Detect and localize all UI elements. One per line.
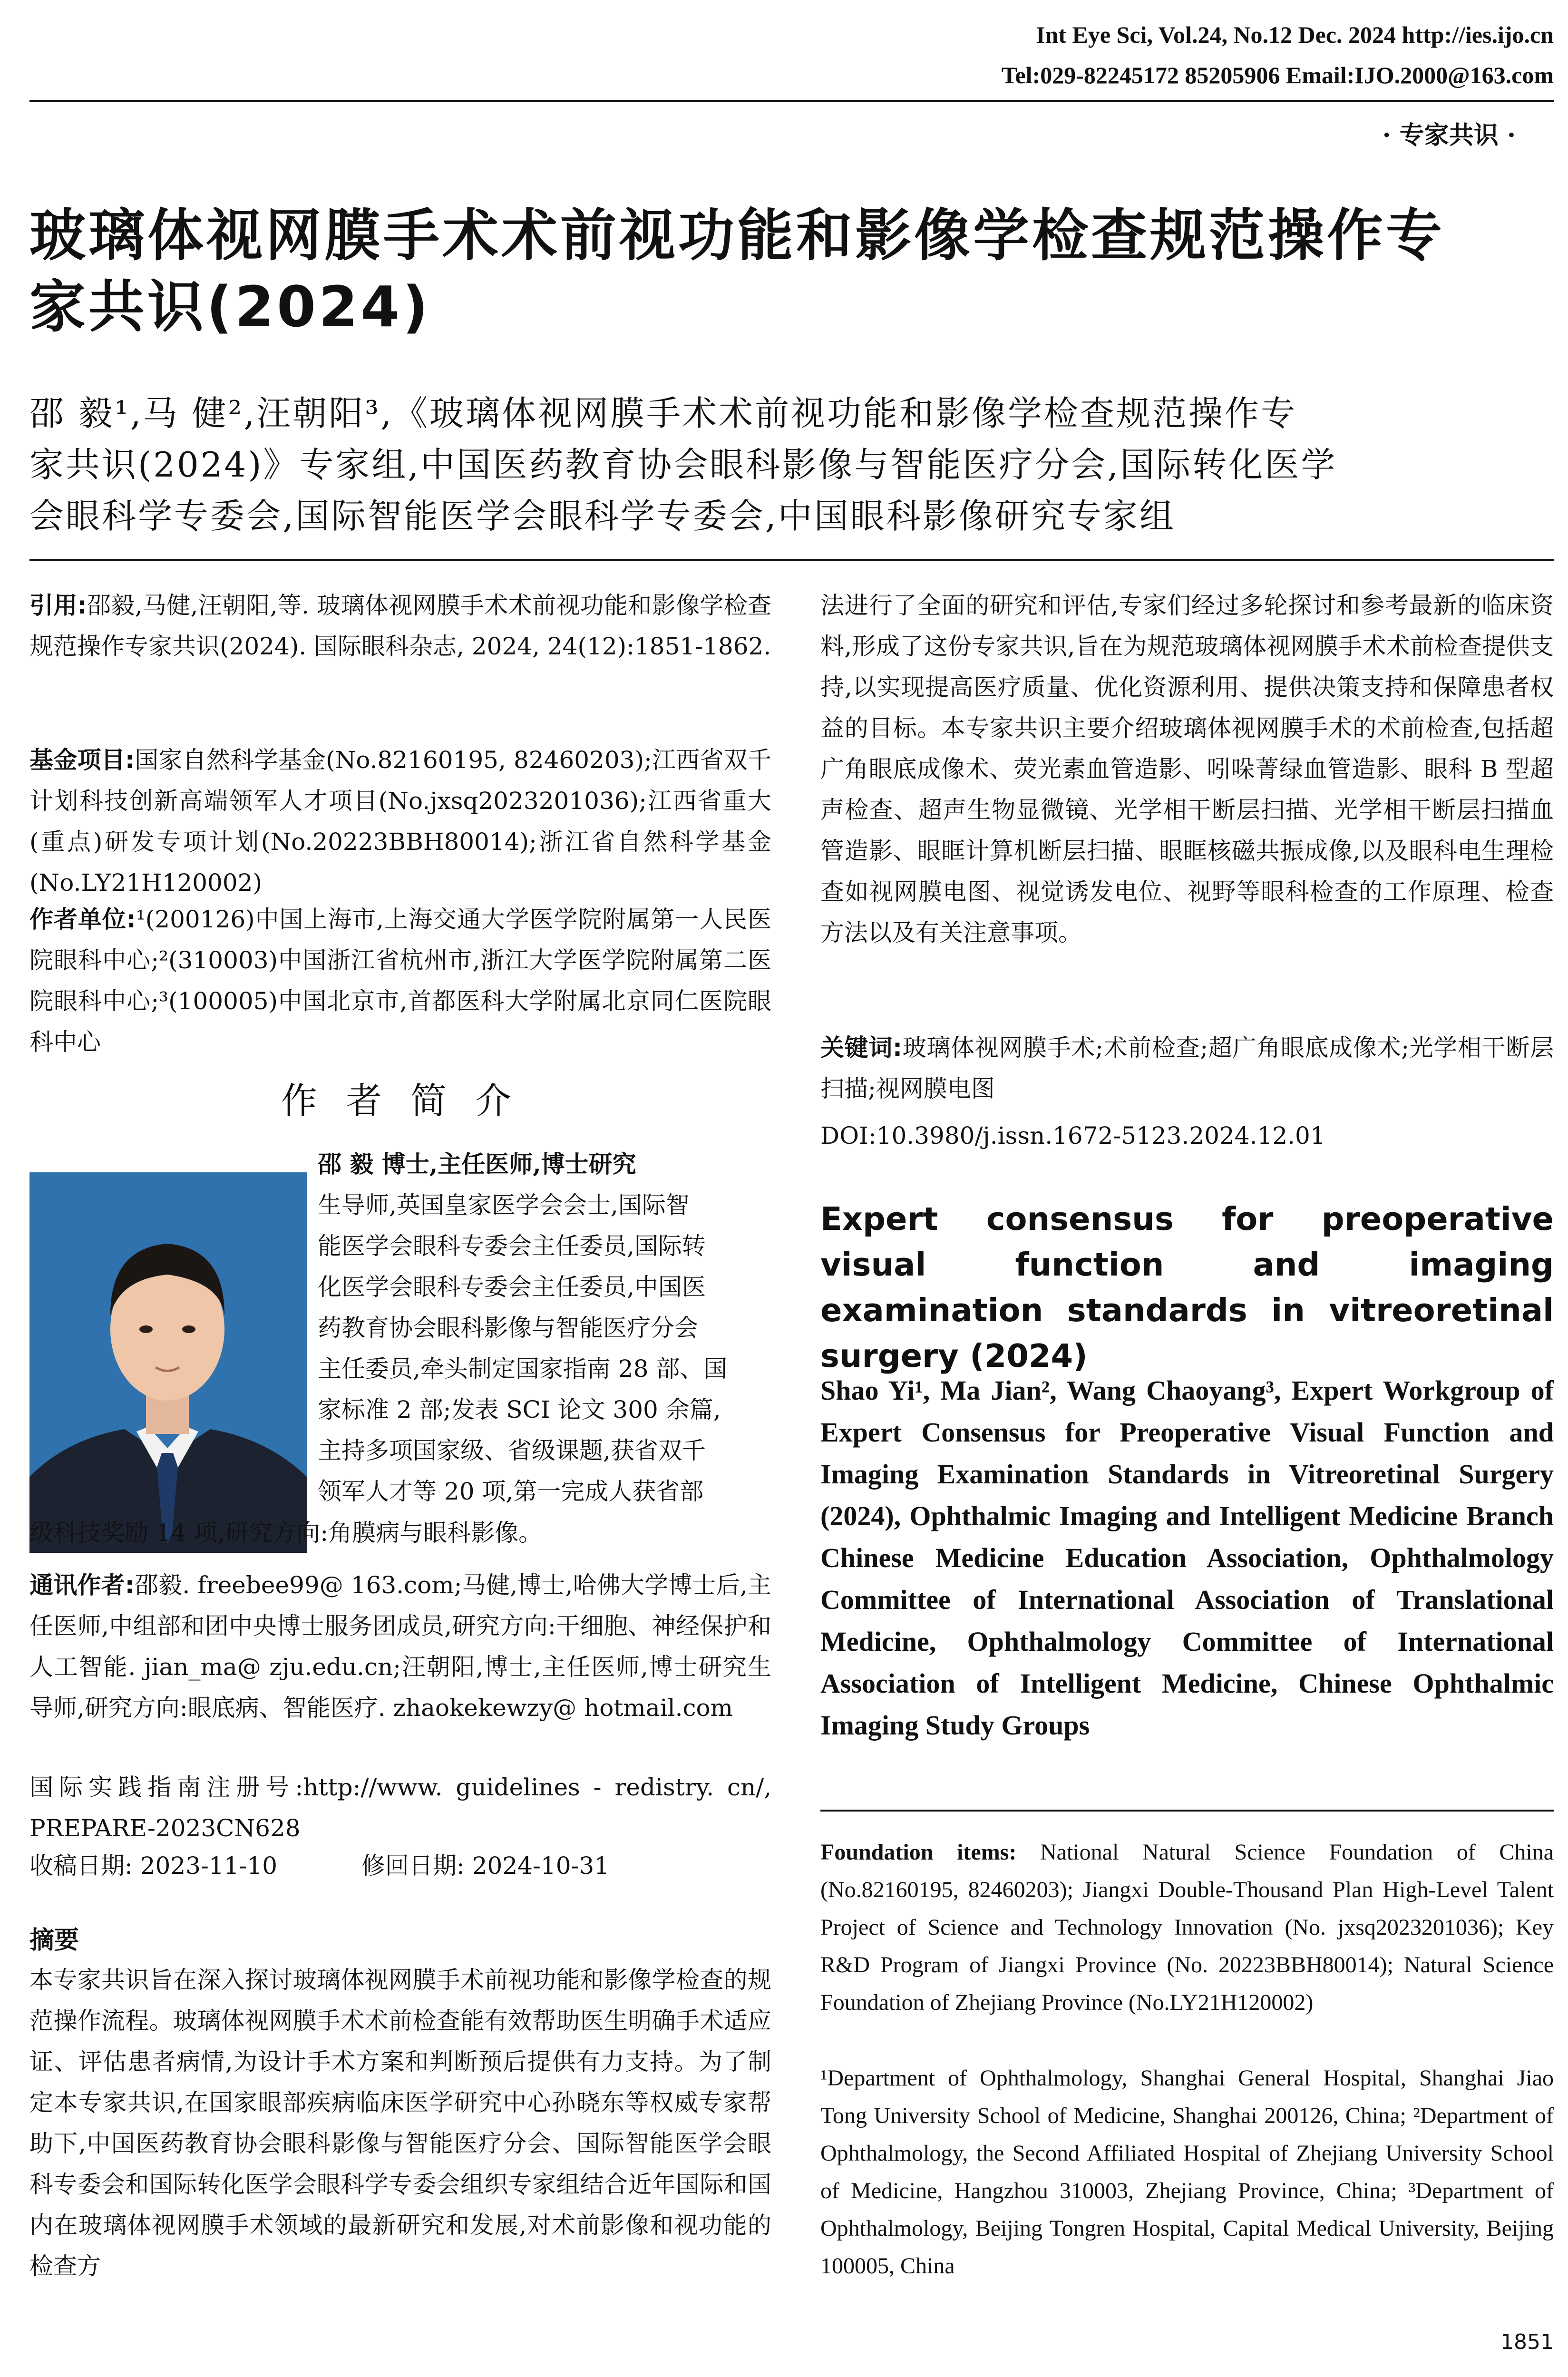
citation-text: 邵毅,马健,汪朝阳,等. 玻璃体视网膜手术术前视功能和影像学检查规范操作专家共识(2024). 国际眼科杂志, 2024, 24(12):1851-1862.: [29, 592, 772, 660]
page-number: 1851: [1500, 2330, 1554, 2354]
funding-text: 国家自然科学基金(No.82160195, 82460203);江西省双千计划科技创新高端领军人才项目(No.jxsq2023201036);江西省重大(重点)研发专项计划(No.20223BBH80014);浙江省自然科学基金(No.LY21H120002): [29, 746, 772, 896]
author-list: [29, 388, 1554, 542]
english-authors: Shao Yi¹, Ma Jian², Wang Chaoyang³, Expert Workgroup of Expert Consensus for Preoperative Visual Function and Imaging Examination Standards in Vitreoretinal Surgery (2024), Ophthalmic Imaging and Intelligent Medicine Branch Chinese Medicine Education Association, Ophthalmology Committee of International Association of Translational Medicine, Ophthalmology Committee of International Association of Intelligent Medicine, Chinese Ophthalmic Imaging Study Groups: [820, 1375, 1554, 1741]
bio-text: [318, 1144, 772, 1512]
bio-line: 化医学会眼科专委会主任委员,中国医: [318, 1273, 706, 1301]
bio-heading: 作 者 简 介: [281, 1080, 520, 1122]
registry-text: 国际实践指南注册号:http://www. guidelines - redistry. cn/, PREPARE-2023CN628: [29, 1773, 771, 1842]
keywords-block: [820, 1027, 1554, 1109]
keywords-label: 关键词:: [820, 1034, 903, 1062]
affiliation-label: 作者单位:: [29, 906, 136, 933]
journal-header-line1: Int Eye Sci, Vol.24, No.12 Dec. 2024 http://ies.ijo.cn: [1036, 21, 1554, 48]
bio-line: 邵 毅 博士,主任医师,博士研究: [318, 1150, 636, 1178]
english-title: Expert consensus for preoperative visual function and imaging examination standards in vitreoretinal surgery (2024): [820, 1200, 1554, 1374]
english-funding-label: Foundation items:: [820, 1840, 1017, 1865]
doi: DOI:10.3980/j.issn.1672-5123.2024.12.01: [820, 1122, 1325, 1150]
author-line2: 家共识(2024)》专家组,中国医药教育协会眼科影像与智能医疗分会,国际转化医学: [29, 445, 1337, 485]
keywords-text: 玻璃体视网膜手术;术前检查;超广角眼底成像术;光学相干断层扫描;视网膜电图: [820, 1034, 1554, 1102]
bio-line: 领军人才等 20 项,第一完成人获省部: [318, 1478, 704, 1505]
article-title-line2: 家共识(2024): [29, 274, 431, 340]
abstract-text: 本专家共识旨在深入探讨玻璃体视网膜手术前视功能和影像学检查的规范操作流程。玻璃体视网膜手术术前检查能有效帮助医生明确手术适应证、评估患者病情,为设计手术方案和判断预后提供有力支持。为了制定本专家共识,在国家眼部疾病临床医学研究中心孙晓东等权威专家帮助下,中国医药教育协会眼科影像与智能医疗分会、国际智能医学会眼科专委会和国际转化医学会眼科学专委会组织专家组结合近年国际和国内在玻璃体视网膜手术领域的最新研究和发展,对术前影像和视功能的检查方: [29, 1966, 771, 2280]
english-funding: [820, 1833, 1554, 2021]
english-affiliations: ¹Department of Ophthalmology, Shanghai General Hospital, Shanghai Jiao Tong University School of Medicine, Shanghai 200126, China; ²Department of Ophthalmology, the Second Affiliated Hospital of Zhejiang University School of Medicine, Hangzhou 310003, Zhejiang Province, China; ³Department of Ophthalmology, Beijing Tongren Hospital, Capital Medical University, Beijing 100005, China: [820, 2065, 1554, 2279]
abstract-continued: 法进行了全面的研究和评估,专家们经过多轮探讨和参考最新的临床资料,形成了这份专家共识,旨在为规范玻璃体视网膜手术术前检查提供支持,以实现提高医疗质量、优化资源利用、提供决策支持和保障患者权益的目标。本专家共识主要介绍玻璃体视网膜手术的术前检查,包括超广角眼底成像术、荧光素血管造影、吲哚菁绿血管造影、眼科 B 型超声检查、超声生物显微镜、光学相干断层扫描、光学相干断层扫描血管造影、眼眶计算机断层扫描、眼眶核磁共振成像,以及眼科电生理检查如视网膜电图、视觉诱发电位、视野等眼科检查的工作原理、检查方法以及有关注意事项。: [820, 592, 1554, 946]
authors-rule: [29, 559, 1554, 561]
author-line1: 邵 毅¹,马 健²,汪朝阳³,《玻璃体视网膜手术术前视功能和影像学检查规范操作专: [29, 393, 1297, 433]
citation-label: 引用:: [29, 592, 87, 619]
author-line3: 会眼科学专委会,国际智能医学会眼科学专委会,中国眼科影像研究专家组: [29, 496, 1176, 536]
header-rule: [29, 100, 1554, 102]
affiliation-block: [29, 899, 771, 1062]
bio-line: 家标准 2 部;发表 SCI 论文 300 余篇,: [318, 1396, 721, 1423]
author-photo: [29, 1172, 307, 1553]
funding-label: 基金项目:: [29, 746, 135, 774]
revised-date: 修回日期: 2024-10-31: [361, 1852, 610, 1880]
funding-block: [29, 740, 771, 903]
section-label: · 专家共识 ·: [1382, 121, 1516, 150]
bio-line: 主任委员,牵头制定国家指南 28 部、国: [318, 1355, 728, 1383]
bio-line: 主持多项国家级、省级课题,获省双千: [318, 1437, 706, 1464]
received-date: 收稿日期: 2023-11-10: [29, 1852, 278, 1880]
bio-line: 生导师,英国皇家医学会会士,国际智: [318, 1191, 690, 1219]
affiliation-text: ¹(200126)中国上海市,上海交通大学医学院附属第一人民医院眼科中心;²(310003)中国浙江省杭州市,浙江大学医学院附属第二医院眼科中心;³(100005)中国北京市,首都医科大学附属北京同仁医院眼科中心: [29, 906, 771, 1056]
author-portrait-icon: [29, 1172, 307, 1553]
bio-line: 能医学会眼科专委会主任委员,国际转: [318, 1232, 706, 1260]
abstract-heading: 摘要: [29, 1926, 79, 1955]
english-section-rule: [820, 1810, 1554, 1812]
correspondence-text: 邵毅. freebee99@ 163.com;马健,博士,哈佛大学博士后,主任医师,中组部和团中央博士服务团成员,研究方向:干细胞、神经保护和人工智能. jian_ma@ zju.edu.cn;汪朝阳,博士,主任医师,博士研究生导师,研究方向:眼底病、智能医疗. zhaokekewzy@ hotmail.com: [29, 1571, 772, 1722]
citation-block: [29, 585, 771, 667]
bio-line: 药教育协会眼科影像与智能医疗分会: [318, 1314, 698, 1342]
correspondence-label: 通讯作者:: [29, 1571, 135, 1599]
correspondence-block: [29, 1565, 771, 1728]
article-title: [29, 200, 1445, 342]
journal-header-line2: Tel:029-82245172 85205906 Email:IJO.2000@163.com: [1001, 62, 1554, 88]
english-funding-text: National Natural Science Foundation of China (No.82160195, 82460203); Jiangxi Double-Thousand Plan High-Level Talent Project of Science and Technology Innovation (No. jxsq2023201036); Key R&D Program of Jiangxi Province (No. 20223BBH80014); Natural Science Foundation of Zhejiang Province (No.LY21H120002): [820, 1840, 1554, 2015]
article-title-line1: 玻璃体视网膜手术术前视功能和影像学检查规范操作专: [29, 203, 1445, 268]
bio-tail: 级科技奖励 14 项,研究方向:角膜病与眼科影像。: [29, 1519, 543, 1547]
